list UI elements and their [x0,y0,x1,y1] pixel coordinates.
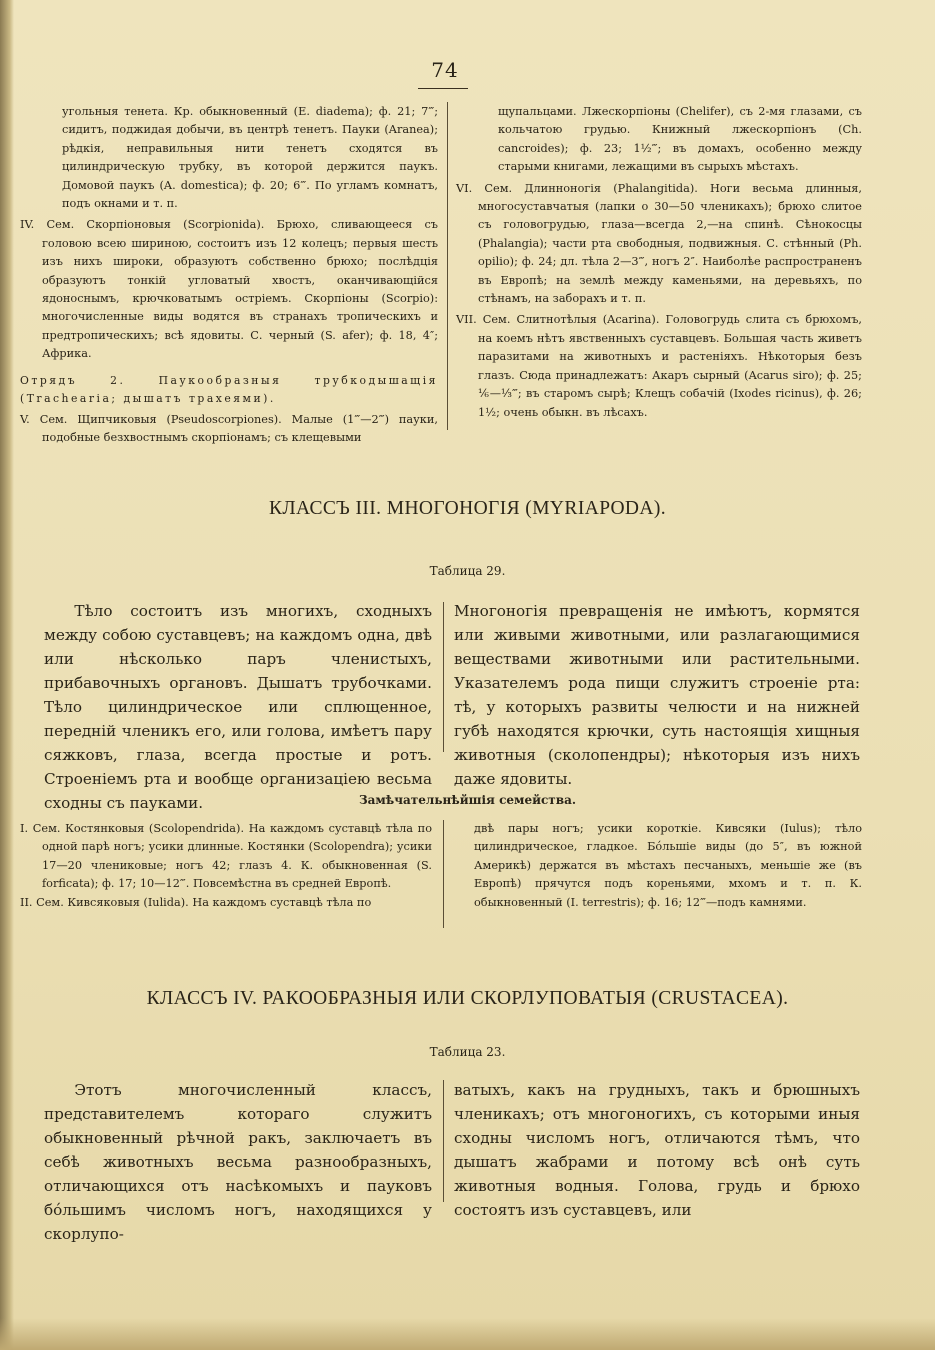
families-left-column [20,820,432,912]
book-binding-edge [0,0,14,1350]
order-2-heading: Отрядъ 2. Паукообразныя трубкодышащія (Tracheаria; дышатъ трахеями). [20,373,438,406]
family-phalangitida: VI. Сем. Длинноногія (Phalangitida). Ноги весьма длинныя, многосуставчатыя (лапки о 30—50 членикахъ); брюхо слитое съ головогрудью, глаза—всегда 2,—на спинѣ. Сѣнокосцы (Phalangia); части рта свободныя, подвижныя. С. стѣнный (Ph. opilio); ф. 24; дл. тѣла 2—3‴, ногъ 2″. Наиболѣе распространенъ въ Европѣ; на землѣ между каменьями, на деревьяхъ, по стѣнамъ, на заборахъ и т. п. [456,181,862,306]
page-number: 74 [431,58,459,82]
families-right-column [474,820,862,912]
class-3-paragraph-right: Многоногія превращенія не имѣютъ, кормятся или живыми животными, или разлагающимися веществами животными или растительными. Указателемъ рода пищи служитъ строеніе рта: тѣ, у которыхъ развиты челюсти и на нижней губѣ находятся крючки, суть настоящія хищныя животныя (сколопендры); нѣкоторыя изъ нихъ даже ядовиты. [454,602,860,788]
class-3-heading: КЛАССЪ III. МНОГОНОГІЯ (MYRIAPODA). [268,498,667,519]
column-divider-class-3 [443,602,444,752]
family-acarina: VII. Сем. Слитнотѣлыя (Acarina). Головогрудь слита съ брюхомъ, на коемъ нѣтъ явственныхъ суставцевъ. Большая часть живетъ паразитами на животныхъ и растеніяхъ. Нѣкоторыя безъ глазъ. Сюда принадлежатъ: Акаръ сырный (Acarus siro); ф. 25; ⅙—⅓‴; въ старомъ сырѣ; Клещъ собачій (Ixodes ricinus), ф. 26; 1½; очень обыкн. въ лѣсахъ. [456,313,862,419]
class-4-paragraph-right: ватыхъ, какъ на грудныхъ, такъ и брюшныхъ членикахъ; отъ многоногихъ, съ которыми иныя сходны числомъ ногъ, отличаются тѣмъ, что дышатъ жабрами и потому всѣ онѣ суть животныя водныя. Голова, грудь и брюхо состоятъ изъ суставцевъ, или [454,1081,860,1219]
class-4-text-right [454,1078,860,1222]
class-3-text-right [454,599,860,791]
family-iulida-continued: двѣ пары ногъ; усики короткіе. Кивсяки (Iulus); тѣло цилиндрическое, гладкое. Бóльшіе виды (до 5″, въ южной Америкѣ) держатся въ мѣстахъ песчаныхъ, меньшіе же (въ Европѣ) прячутся подъ кореньями, мхомъ и т. п. К. обыкновенный (I. terrestris); ф. 16; 12‴—подъ камнями. [474,822,862,909]
page-bottom-edge [0,1318,935,1350]
family-scorpionida: IV. Сем. Скорпіоновыя (Scorpionida). Брюхо, сливающееся съ головою всею шириною, состоитъ изъ 12 колецъ; первыя шесть изъ нихъ широки, образуютъ собственно брюхо; послѣдція образуютъ тонкій угловатый хвостъ, оканчивающійся ядоноснымъ, крючковатымъ остріемъ. Скорпіоны (Scorpio): многочисленные виды водятся въ странахъ тропическихъ и предтропическихъ; всѣ ядовиты. С. черный (S. afer); ф. 18, 4″; Африка. [20,218,438,361]
class-3-text-left [44,599,432,815]
class-4-text-left [44,1078,432,1246]
family-scolopendrida: I. Сем. Костянковыя (Scolopendrida). На каждомъ суставцѣ тѣла по одной парѣ ногъ; усики длинные. Костянки (Scolopendra); усики 17—20 члениковые; ногъ 42; глазъ 4. К. обыкновенная (S. forficata); ф. 17; 10—12‴. Повсемѣстна въ средней Европѣ. [20,822,432,891]
class-4-table-label: Таблица 23. [429,1045,506,1059]
paragraph-chelifer: щупальцами. Лжескорпіоны (Chelifer), съ 2-мя глазами, съ кольчатою грудью. Книжный лжескорпіонъ (Ch. cancroides); ф. 23; 1½‴; въ домахъ, особенно между старыми книгами, лежащими въ сырыхъ мѣстахъ. [498,105,862,174]
class-4-paragraph-left: Этотъ многочисленный классъ, представителемъ котораго служитъ обыкновенный рѣчной ракъ, заключаетъ въ себѣ животныхъ весьма разнообразныхъ, отличающихся отъ насѣкомыхъ и пауковъ бóльшимъ числомъ ногъ, находящихся у скорлупо- [44,1081,432,1243]
family-pseudoscorpiones: V. Сем. Щипчиковыя (Pseudoscorpiones). Малые (1‴—2‴) пауки, подобные безхвостнымъ скорпіонамъ; съ клещевыми [20,412,438,444]
class-3-paragraph-left: Тѣло состоитъ изъ многихъ, сходныхъ между собою суставцевъ; на каждомъ одна, двѣ или нѣсколько паръ членистыхъ, прибавочныхъ органовъ. Дышатъ трубочками. Тѣло цилиндрическое или сплющенное, передній членикъ его, или голова, имѣетъ пару сяжковъ, глаза, всегда простые и ротъ. Строеніемъ рта и вообще организацiею весьма сходны съ пауками. [44,602,432,812]
top-right-column [456,103,862,422]
column-divider-top [447,102,448,430]
top-left-column [20,103,438,447]
page-number-rule [418,88,468,89]
column-divider-families [443,820,444,928]
class-3-table-label: Таблица 29. [429,564,506,578]
column-divider-class-4 [443,1080,444,1202]
family-iulida: II. Сем. Кивсяковыя (Iulida). На каждомъ суставцѣ тѣла по [20,895,372,909]
class-4-heading: КЛАССЪ IV. РАКООБРАЗНЫЯ ИЛИ СКОРЛУПОВАТЫЯ (CRUSTACEA). [146,988,789,1009]
paragraph-araneae: угольныя тенета. Кр. обыкновенный (E. diadema); ф. 21; 7‴; сидитъ, поджидая добычи, въ центрѣ тенетъ. Пауки (Aranea); рѣдкія, неправильныя нити тенетъ сходятся въ цилиндрическую трубку, въ которой держится паукъ. Домовой паукъ (A. domestica); ф. 20; 6‴. По угламъ комнатъ, подъ окнами и т. п. [62,105,438,211]
notable-families-heading: Замѣчательнѣйшія семейства. [358,793,577,807]
